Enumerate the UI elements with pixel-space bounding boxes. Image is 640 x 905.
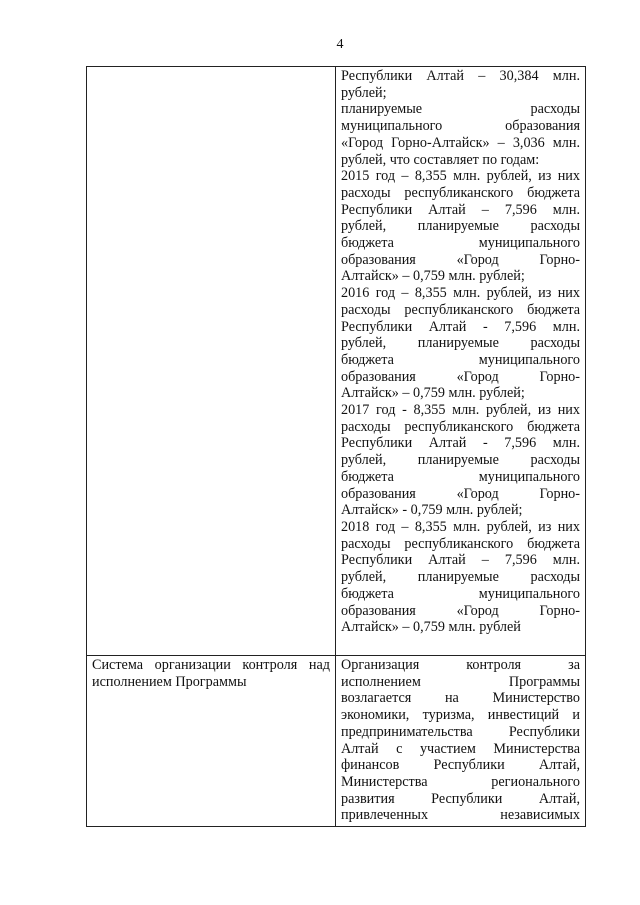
- text-line: «Город Горно-Алтайск» – 3,036 млн.: [340, 134, 580, 151]
- text-line: финансов Республики Алтай,: [340, 757, 580, 774]
- text-line: Республики Алтай – 7,596 млн.: [340, 201, 580, 218]
- text-line: Республики Алтай - 7,596 млн.: [340, 435, 580, 452]
- text-line: рублей;: [340, 84, 387, 101]
- control-text: [341, 657, 580, 824]
- text-line: бюджета муниципального: [340, 585, 580, 602]
- text-line: исполнением Программы: [92, 673, 247, 690]
- text-line: Система организации контроля над: [92, 657, 330, 673]
- text-line: бюджета муниципального: [340, 468, 580, 485]
- text-line: расходы республиканского бюджета: [340, 184, 580, 201]
- text-line: 2018 год – 8,355 млн. рублей, из них: [340, 518, 580, 535]
- text-line: бюджета муниципального: [340, 351, 580, 368]
- text-line: Республики Алтай – 30,384 млн.: [340, 68, 580, 84]
- text-line: привлеченных независимых: [340, 807, 580, 824]
- control-label-cell: [87, 656, 336, 827]
- text-line: образования «Город Горно-: [340, 602, 580, 619]
- text-line: образования «Город Горно-: [340, 368, 580, 385]
- text-line: Организация контроля за: [340, 657, 580, 673]
- text-line: Алтайск» – 0,759 млн. рублей;: [340, 385, 525, 402]
- page-number: 4: [336, 37, 344, 52]
- text-line: 2016 год – 8,355 млн. рублей, из них: [340, 285, 580, 302]
- table-row-funding: [87, 67, 586, 656]
- text-line: бюджета муниципального: [340, 235, 580, 252]
- control-text-cell: [335, 656, 585, 827]
- text-line: предпринимательства Республики: [340, 723, 580, 740]
- text-line: 2017 год - 8,355 млн. рублей, из них: [340, 402, 580, 419]
- table-row-control: [87, 656, 586, 827]
- text-line: образования «Город Горно-: [340, 251, 580, 268]
- text-line: образования «Город Горно-: [340, 485, 580, 502]
- text-line: рублей, планируемые расходы: [340, 218, 580, 235]
- text-line: Алтайск» – 0,759 млн. рублей: [340, 619, 521, 636]
- control-label: [92, 657, 330, 690]
- text-line: рублей, планируемые расходы: [340, 452, 580, 469]
- text-line: рублей, планируемые расходы: [340, 335, 580, 352]
- text-line: 2015 год – 8,355 млн. рублей, из них: [340, 168, 580, 185]
- text-line: возлагается на Министерство: [340, 690, 580, 707]
- text-line: Алтайск» - 0,759 млн. рублей;: [340, 502, 523, 519]
- funding-text: [341, 68, 580, 636]
- text-line: расходы республиканского бюджета: [340, 301, 580, 318]
- funding-label-cell: [87, 67, 336, 656]
- text-line: Алтай с участием Министерства: [340, 740, 580, 757]
- text-line: экономики, туризма, инвестиций и: [340, 707, 580, 724]
- text-line: планируемые расходы: [340, 101, 580, 118]
- text-line: Министерства регионального: [340, 773, 580, 790]
- text-line: развития Республики Алтай,: [340, 790, 580, 807]
- text-line: муниципального образования: [340, 118, 580, 135]
- text-line: рублей, планируемые расходы: [340, 569, 580, 586]
- text-line: Республики Алтай - 7,596 млн.: [340, 318, 580, 335]
- funding-text-cell: [335, 67, 585, 656]
- text-line: Республики Алтай – 7,596 млн.: [340, 552, 580, 569]
- text-line: исполнением Программы: [340, 673, 580, 690]
- passport-table: [86, 66, 586, 827]
- text-line: рублей, что составляет по годам:: [340, 151, 540, 168]
- text-line: расходы республиканского бюджета: [340, 418, 580, 435]
- text-line: расходы республиканского бюджета: [340, 535, 580, 552]
- text-line: Алтайск» – 0,759 млн. рублей;: [340, 268, 525, 285]
